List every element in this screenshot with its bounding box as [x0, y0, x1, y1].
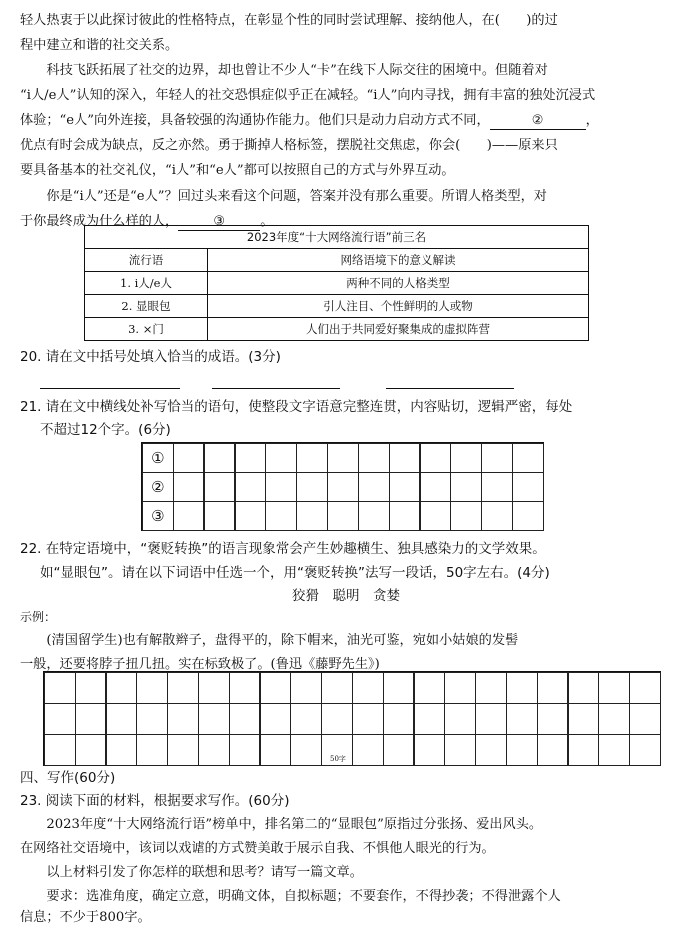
example-label: 示例：: [20, 610, 57, 624]
grid-cell[interactable]: [420, 472, 452, 502]
passage-text: 。: [260, 214, 274, 229]
grid-cell[interactable]: [296, 443, 328, 473]
grid-cell[interactable]: [506, 672, 538, 704]
grid-cell[interactable]: [414, 672, 446, 704]
grid-cell[interactable]: [537, 672, 569, 704]
grid-cell[interactable]: [358, 443, 390, 473]
grid-cell[interactable]: [198, 734, 230, 766]
grid-cell[interactable]: [568, 703, 600, 735]
grid-cell[interactable]: [229, 703, 261, 735]
requirement-text: 要求：选准角度，确定立意，明确文体，自拟标题；不要套作，不得抄袭；不得泄露个人: [46, 889, 561, 904]
grid-cell[interactable]: [75, 734, 107, 766]
grid-cell[interactable]: [389, 443, 421, 473]
question-21: 21. 请在文中横线处补写恰当的语句，使整段文字语意完整连贯，内容贴切，逻辑严密，每处: [20, 399, 573, 415]
grid-cell[interactable]: [475, 703, 507, 735]
grid-cell[interactable]: [598, 734, 630, 766]
grid-cell[interactable]: [265, 501, 297, 531]
grid-count-label: 50字: [330, 755, 346, 763]
grid-cell[interactable]: [568, 734, 600, 766]
grid-cell[interactable]: [389, 501, 421, 531]
table-header: 流行语: [85, 249, 208, 272]
grid-cell[interactable]: [537, 734, 569, 766]
grid-cell[interactable]: [352, 703, 384, 735]
grid-cell[interactable]: [629, 734, 661, 766]
table-cell: 3. ×门: [85, 318, 208, 341]
passage-line: 程中建立和谐的社交关系。: [20, 38, 179, 53]
table-cell: 人们出于共同爱好聚集成的虚拟阵营: [208, 318, 589, 341]
question-22: 22. 在特定语境中，“褒贬转换”的语言现象常会产生妙趣横生、独具感染力的文学效果。: [20, 541, 546, 557]
passage-line: 要具备基本的社交礼仪，“i人”和“e人”都可以按照自己的方式与外界互动。: [20, 163, 455, 178]
grid-cell[interactable]: [568, 672, 600, 704]
answer-line-20a[interactable]: [40, 388, 180, 389]
question-20: 20. 请在文中括号处填入恰当的成语。(3分): [20, 349, 281, 365]
answer-line-20b[interactable]: [212, 388, 340, 389]
grid-cell[interactable]: [229, 734, 261, 766]
grid-cell[interactable]: [327, 443, 359, 473]
grid-cell[interactable]: [75, 703, 107, 735]
grid-cell[interactable]: [321, 703, 353, 735]
grid-cell[interactable]: [290, 703, 322, 735]
grid-cell[interactable]: [481, 472, 513, 502]
grid-cell[interactable]: [198, 703, 230, 735]
grid-cell[interactable]: [204, 472, 236, 502]
grid-cell[interactable]: [420, 501, 452, 531]
grid-cell[interactable]: [506, 734, 538, 766]
grid-cell[interactable]: [167, 703, 199, 735]
grid-cell[interactable]: [136, 672, 168, 704]
passage-text: 体验；“e人”向外连接，具备较强的沟通协作能力。他们只是动力启动方式不同，: [20, 113, 490, 128]
requirement-text: 信息；不少于800字。: [20, 910, 151, 925]
grid-cell[interactable]: [358, 501, 390, 531]
grid-cell[interactable]: [260, 703, 292, 735]
answer-grid-22[interactable]: [43, 671, 661, 766]
grid-cell[interactable]: [414, 703, 446, 735]
grid-cell[interactable]: [444, 672, 476, 704]
passage-line: 你是“i人”还是“e人”？回过头来看这个问题，答案并没有那么重要。所谓人格类型，对: [46, 189, 547, 204]
grid-cell[interactable]: [352, 734, 384, 766]
grid-cell[interactable]: [44, 672, 76, 704]
grid-cell[interactable]: [44, 703, 76, 735]
answer-grid-21[interactable]: [141, 442, 544, 531]
grid-cell[interactable]: [235, 472, 267, 502]
passage-line: 体验；“e人”向外连接，具备较强的沟通协作能力。他们只是动力启动方式不同， ② ，: [20, 113, 599, 128]
grid-cell[interactable]: [173, 501, 205, 531]
material-text: 在网络社交语境中，该词以戏谑的方式赞美敢于展示自我、不惧他人眼光的行为。: [20, 841, 495, 856]
grid-cell[interactable]: [173, 443, 205, 473]
grid-row-label: ②: [142, 472, 174, 502]
grid-cell[interactable]: [296, 501, 328, 531]
grid-cell[interactable]: [352, 672, 384, 704]
grid-cell[interactable]: [512, 443, 544, 473]
table-cell: 2. 显眼包: [85, 295, 208, 318]
grid-cell[interactable]: [173, 472, 205, 502]
grid-cell[interactable]: [450, 443, 482, 473]
section-title: 四、写作(60分): [20, 770, 116, 786]
grid-cell[interactable]: [260, 734, 292, 766]
grid-cell[interactable]: [475, 672, 507, 704]
grid-cell[interactable]: [537, 703, 569, 735]
grid-row-label: ①: [142, 443, 174, 473]
example-text: (清国留学生)也有解散辫子，盘得平的，除下帽来，油光可鉴，宛如小姑娘的发髻: [46, 633, 519, 648]
question-23: 23. 阅读下面的材料，根据要求写作。(60分): [20, 793, 290, 809]
grid-cell[interactable]: [167, 672, 199, 704]
grid-cell[interactable]: [414, 734, 446, 766]
grid-cell[interactable]: [265, 472, 297, 502]
answer-line-20c[interactable]: [386, 388, 514, 389]
grid-cell[interactable]: [383, 703, 415, 735]
grid-cell[interactable]: [106, 703, 138, 735]
grid-cell[interactable]: [629, 672, 661, 704]
grid-cell[interactable]: [327, 501, 359, 531]
table-cell: 两种不同的人格类型: [208, 272, 589, 295]
grid-cell[interactable]: [167, 734, 199, 766]
grid-cell[interactable]: [383, 672, 415, 704]
question-21-cont: 不超过12个字。(6分): [40, 422, 171, 438]
grid-cell[interactable]: [106, 734, 138, 766]
passage-line: “i人/e人”认知的深入，年轻人的社交恐惧症似乎正在减轻。“i人”向内寻找，拥有丰富的独处沉浸式: [20, 88, 596, 103]
passage-text: 于你最终成为什么样的人，: [20, 214, 179, 229]
grid-cell[interactable]: [444, 703, 476, 735]
grid-cell[interactable]: [358, 472, 390, 502]
passage-line: 轻人热衷于以此探讨彼此的性格特点，在彰显个性的同时尝试理解、接纳他人，在( )的过: [20, 13, 558, 28]
grid-cell[interactable]: [327, 472, 359, 502]
grid-cell[interactable]: [44, 734, 76, 766]
grid-cell[interactable]: [235, 443, 267, 473]
grid-cell[interactable]: [389, 472, 421, 502]
blank-label: ③: [213, 214, 226, 229]
word-choices: 狡猾 聪明 贪婪: [292, 588, 400, 604]
grid-cell[interactable]: [481, 443, 513, 473]
grid-cell[interactable]: [235, 501, 267, 531]
table-title: 2023年度“十大网络流行语”前三名: [85, 226, 589, 249]
grid-cell[interactable]: [321, 672, 353, 704]
grid-cell[interactable]: [260, 672, 292, 704]
example-text: 一般，还要将脖子扭几扭。实在标致极了。(鲁迅《藤野先生》): [20, 657, 380, 672]
table-cell: 1. i人/e人: [85, 272, 208, 295]
passage-line: 科技飞跃拓展了社交的边界，却也曾让不少人“卡”在线下人际交往的困境中。但随着对: [46, 63, 548, 78]
grid-cell[interactable]: [450, 472, 482, 502]
grid-cell[interactable]: [383, 734, 415, 766]
grid-cell[interactable]: [475, 734, 507, 766]
grid-cell[interactable]: [290, 734, 322, 766]
grid-row-label: ③: [142, 501, 174, 531]
grid-cell[interactable]: [106, 672, 138, 704]
grid-cell[interactable]: [136, 734, 168, 766]
grid-cell[interactable]: [444, 734, 476, 766]
material-text: 2023年度“十大网络流行语”榜单中，排名第二的“显眼包”原指过分张扬、爱出风头。: [46, 817, 543, 832]
grid-cell[interactable]: [512, 472, 544, 502]
grid-cell[interactable]: [265, 443, 297, 473]
grid-cell[interactable]: [204, 443, 236, 473]
grid-cell[interactable]: [229, 672, 261, 704]
table-header: 网络语境下的意义解读: [208, 249, 589, 272]
answer-blank-2: [490, 112, 586, 130]
grid-cell[interactable]: [512, 501, 544, 531]
grid-cell[interactable]: [450, 501, 482, 531]
question-22-cont: 如“显眼包”。请在以下词语中任选一个，用“褒贬转换”法写一段话，50字左右。(4分): [40, 565, 550, 581]
grid-cell[interactable]: [481, 501, 513, 531]
passage-line: 优点有时会成为缺点，反之亦然。勇于撕掉人格标签，摆脱社交焦虑，你会( )——原来只: [20, 138, 558, 153]
grid-cell[interactable]: [204, 501, 236, 531]
grid-cell[interactable]: [75, 672, 107, 704]
grid-cell[interactable]: [290, 672, 322, 704]
grid-cell[interactable]: [420, 443, 452, 473]
grid-cell[interactable]: [629, 703, 661, 735]
grid-cell[interactable]: [136, 703, 168, 735]
grid-cell[interactable]: [598, 672, 630, 704]
grid-cell[interactable]: [296, 472, 328, 502]
prompt-text: 以上材料引发了你怎样的联想和思考？请写一篇文章。: [46, 865, 363, 880]
grid-cell[interactable]: [598, 703, 630, 735]
table-cell: 引人注目、个性鲜明的人或物: [208, 295, 589, 318]
grid-cell[interactable]: [198, 672, 230, 704]
blank-label: ②: [531, 113, 544, 128]
grid-cell[interactable]: [506, 703, 538, 735]
buzzword-table: [84, 225, 589, 341]
